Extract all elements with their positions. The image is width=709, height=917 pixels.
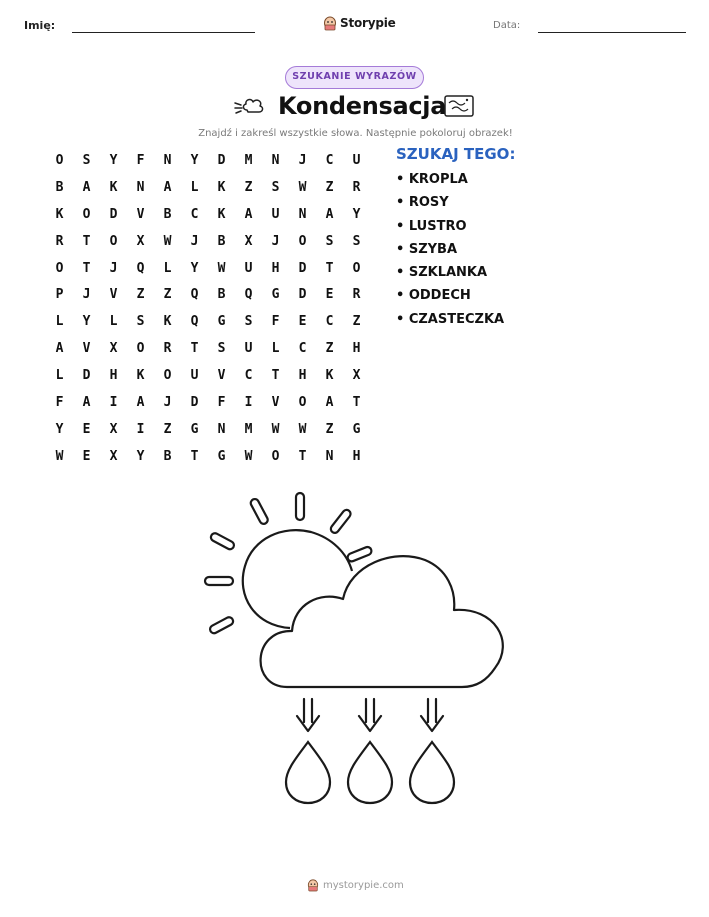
grid-letter: X [244, 233, 253, 249]
grid-letter: K [325, 368, 334, 384]
grid-letter: A [325, 394, 334, 410]
grid-letter: H [352, 341, 361, 357]
grid-letter: J [109, 260, 118, 276]
grid-letter: D [82, 368, 91, 384]
grid-letter: Y [109, 152, 118, 168]
grid-letter: K [109, 179, 118, 195]
grid-row [46, 281, 370, 308]
breath-icon [233, 94, 267, 116]
grid-row [46, 147, 370, 174]
grid-letter: Z [325, 179, 334, 195]
grid-letter: J [271, 233, 280, 249]
grid-letter: U [352, 152, 361, 168]
name-label: Imię: [24, 19, 56, 32]
grid-letter: Z [352, 314, 361, 330]
grid-letter: K [55, 206, 64, 222]
grid-letter: D [298, 287, 307, 303]
grid-letter: B [163, 448, 172, 464]
grid-letter: I [244, 394, 253, 410]
grid-letter: E [82, 448, 91, 464]
grid-letter: T [82, 233, 91, 249]
arrow-down-icon [297, 699, 443, 731]
grid-letter: S [136, 314, 145, 330]
grid-letter: C [190, 206, 199, 222]
grid-letter: N [217, 421, 226, 437]
grid-letter: W [271, 421, 280, 437]
grid-letter: E [82, 421, 91, 437]
list-item: • SZKLANKA [396, 265, 488, 281]
grid-letter: Q [190, 287, 199, 303]
grid-letter: Q [136, 260, 145, 276]
grid-letter: S [82, 152, 91, 168]
grid-letter: E [325, 287, 334, 303]
grid-letter: Z [325, 421, 334, 437]
grid-letter: F [136, 152, 145, 168]
grid-letter: V [271, 394, 280, 410]
grid-letter: N [163, 152, 172, 168]
grid-letter: X [109, 341, 118, 357]
grid-letter: Q [190, 314, 199, 330]
grid-letter: A [55, 341, 64, 357]
grid-letter: U [271, 206, 280, 222]
cloud-icon [261, 556, 503, 687]
grid-letter: M [244, 421, 253, 437]
grid-letter: U [244, 341, 253, 357]
grid-letter: W [55, 448, 64, 464]
foggy-window-icon [443, 94, 475, 118]
grid-letter: D [298, 260, 307, 276]
grid-letter: O [298, 233, 307, 249]
coloring-illustration [200, 488, 520, 808]
grid-letter: H [352, 448, 361, 464]
grid-letter: H [109, 368, 118, 384]
grid-row [46, 443, 370, 470]
grid-letter: V [82, 341, 91, 357]
list-item: • CZASTECZKA [396, 311, 505, 327]
name-line [72, 32, 255, 33]
grid-letter: D [217, 152, 226, 168]
grid-letter: X [352, 368, 361, 384]
grid-letter: X [109, 448, 118, 464]
grid-letter: L [55, 314, 64, 330]
grid-letter: R [163, 341, 172, 357]
grid-letter: T [271, 368, 280, 384]
storypie-logo [323, 13, 396, 33]
page-title: Kondensacja [278, 92, 447, 120]
grid-row [46, 174, 370, 201]
list-item: • LUSTRO [396, 218, 467, 234]
grid-letter: V [136, 206, 145, 222]
list-item: • SZYBA [396, 241, 458, 257]
grid-row [46, 228, 370, 255]
grid-letter: L [271, 341, 280, 357]
grid-letter: B [217, 287, 226, 303]
grid-letter: W [298, 421, 307, 437]
grid-letter: I [109, 394, 118, 410]
grid-letter: Z [244, 179, 253, 195]
grid-letter: J [190, 233, 199, 249]
grid-letter: S [325, 233, 334, 249]
grid-letter: Z [136, 287, 145, 303]
grid-letter: A [244, 206, 253, 222]
list-item: • KROPLA [396, 172, 468, 187]
grid-letter: F [217, 394, 226, 410]
list-item: • ODDECH [396, 288, 471, 304]
grid-letter: K [217, 179, 226, 195]
grid-letter: R [352, 179, 361, 195]
date-label: Data: [493, 20, 521, 31]
grid-letter: W [217, 260, 226, 276]
grid-letter: Y [352, 206, 361, 222]
grid-letter: V [109, 287, 118, 303]
grid-letter: O [298, 394, 307, 410]
grid-letter: N [298, 206, 307, 222]
grid-letter: J [163, 394, 172, 410]
grid-letter: V [217, 368, 226, 384]
grid-letter: C [325, 314, 334, 330]
word-list [396, 172, 504, 335]
grid-letter: U [244, 260, 253, 276]
grid-row [46, 416, 370, 443]
grid-letter: T [298, 448, 307, 464]
grid-letter: Z [325, 341, 334, 357]
grid-letter: B [217, 233, 226, 249]
grid-letter: D [109, 206, 118, 222]
grid-letter: O [271, 448, 280, 464]
grid-letter: J [82, 287, 91, 303]
grid-letter: C [244, 368, 253, 384]
grid-letter: T [190, 341, 199, 357]
grid-letter: Q [244, 287, 253, 303]
word-search-grid [46, 147, 370, 470]
grid-letter: A [163, 179, 172, 195]
grid-letter: G [271, 287, 280, 303]
grid-letter: Y [190, 152, 199, 168]
grid-letter: B [55, 179, 64, 195]
grid-letter: H [271, 260, 280, 276]
grid-letter: O [163, 368, 172, 384]
grid-letter: F [55, 394, 64, 410]
grid-letter: L [163, 260, 172, 276]
grid-letter: B [163, 206, 172, 222]
grid-letter: T [352, 394, 361, 410]
grid-letter: T [190, 448, 199, 464]
grid-letter: N [136, 179, 145, 195]
grid-letter: O [55, 260, 64, 276]
footer [307, 878, 404, 892]
grid-letter: F [271, 314, 280, 330]
grid-letter: K [163, 314, 172, 330]
grid-letter: Z [163, 421, 172, 437]
grid-letter: H [298, 368, 307, 384]
grid-letter: T [325, 260, 334, 276]
logo-text: Storypie [340, 16, 396, 30]
grid-letter: A [325, 206, 334, 222]
grid-letter: Y [136, 448, 145, 464]
grid-letter: A [82, 179, 91, 195]
grid-row [46, 362, 370, 389]
grid-letter: X [109, 421, 118, 437]
grid-letter: K [217, 206, 226, 222]
storypie-mascot-icon [307, 878, 319, 892]
grid-row [46, 308, 370, 335]
grid-letter: E [298, 314, 307, 330]
grid-letter: L [55, 368, 64, 384]
grid-letter: Y [190, 260, 199, 276]
raindrop-icon [286, 742, 454, 803]
storypie-mascot-icon [323, 15, 337, 31]
grid-letter: G [190, 421, 199, 437]
grid-letter: O [109, 233, 118, 249]
grid-letter: U [190, 368, 199, 384]
grid-row [46, 201, 370, 228]
grid-letter: I [136, 421, 145, 437]
grid-letter: G [217, 314, 226, 330]
grid-letter: G [217, 448, 226, 464]
instructions: Znajdź i zakreśl wszystkie słowa. Następnie pokoloruj obrazek! [198, 128, 513, 139]
date-line [538, 32, 686, 33]
grid-letter: O [55, 152, 64, 168]
word-list-title: SZUKAJ TEGO: [396, 145, 516, 163]
list-item: • ROSY [396, 195, 449, 211]
grid-letter: T [82, 260, 91, 276]
grid-letter: W [298, 179, 307, 195]
grid-letter: S [352, 233, 361, 249]
grid-letter: W [163, 233, 172, 249]
grid-letter: L [190, 179, 199, 195]
grid-letter: R [352, 287, 361, 303]
grid-row [46, 389, 370, 416]
grid-letter: G [352, 421, 361, 437]
activity-badge: SZUKANIE WYRAZÓW [285, 66, 424, 89]
grid-letter: L [109, 314, 118, 330]
grid-letter: C [325, 152, 334, 168]
grid-letter: N [271, 152, 280, 168]
grid-letter: A [82, 394, 91, 410]
grid-letter: A [136, 394, 145, 410]
footer-url: mystorypie.com [323, 879, 404, 891]
grid-letter: Z [163, 287, 172, 303]
grid-letter: W [244, 448, 253, 464]
grid-letter: K [136, 368, 145, 384]
grid-letter: R [55, 233, 64, 249]
grid-letter: P [55, 287, 64, 303]
grid-letter: N [325, 448, 334, 464]
grid-row [46, 335, 370, 362]
grid-letter: S [217, 341, 226, 357]
grid-letter: D [190, 394, 199, 410]
grid-letter: X [136, 233, 145, 249]
grid-letter: M [244, 152, 253, 168]
grid-letter: S [244, 314, 253, 330]
grid-letter: C [298, 341, 307, 357]
grid-letter: Y [82, 314, 91, 330]
grid-letter: O [352, 260, 361, 276]
grid-letter: Y [55, 421, 64, 437]
grid-letter: O [82, 206, 91, 222]
grid-letter: J [298, 152, 307, 168]
grid-letter: S [271, 179, 280, 195]
grid-row [46, 255, 370, 282]
grid-letter: O [136, 341, 145, 357]
